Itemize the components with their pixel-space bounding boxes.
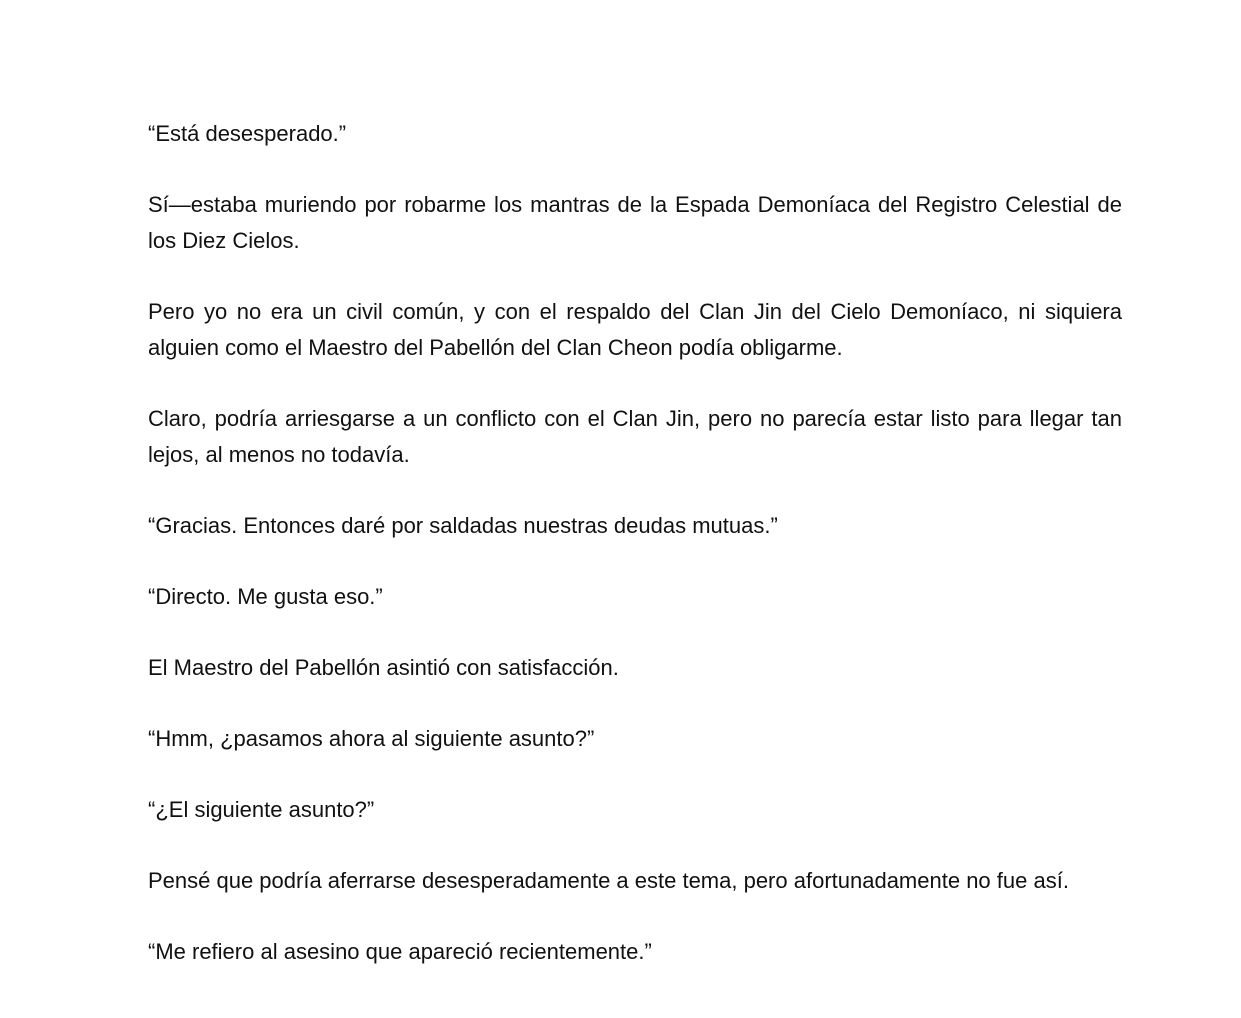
paragraph: “Directo. Me gusta eso.”	[148, 584, 383, 609]
paragraph: “Hmm, ¿pasamos ahora al siguiente asunto?”	[148, 726, 595, 751]
paragraph: “Está desesperado.”	[148, 121, 347, 146]
paragraph: “Gracias. Entonces daré por saldadas nuestras deudas mutuas.”	[148, 513, 778, 538]
paragraph: El Maestro del Pabellón asintió con satisfacción.	[148, 655, 619, 680]
document-body	[148, 116, 1122, 1005]
paragraph: Sí—estaba muriendo por robarme los mantras de la Espada Demoníaca del Registro Celestial de los Diez Cielos.	[148, 192, 1122, 253]
paragraph: Pero yo no era un civil común, y con el respaldo del Clan Jin del Cielo Demoníaco, ni siquiera alguien como el Maestro del Pabellón del Clan Cheon podía obligarme.	[148, 299, 1122, 360]
paragraph: “Me refiero al asesino que apareció recientemente.”	[148, 939, 652, 964]
paragraph: “¿El siguiente asunto?”	[148, 797, 375, 822]
paragraph: Pensé que podría aferrarse desesperadamente a este tema, pero afortunadamente no fue así.	[148, 868, 1069, 893]
paragraph: Claro, podría arriesgarse a un conflicto con el Clan Jin, pero no parecía estar listo para llegar tan lejos, al menos no todavía.	[148, 406, 1122, 467]
